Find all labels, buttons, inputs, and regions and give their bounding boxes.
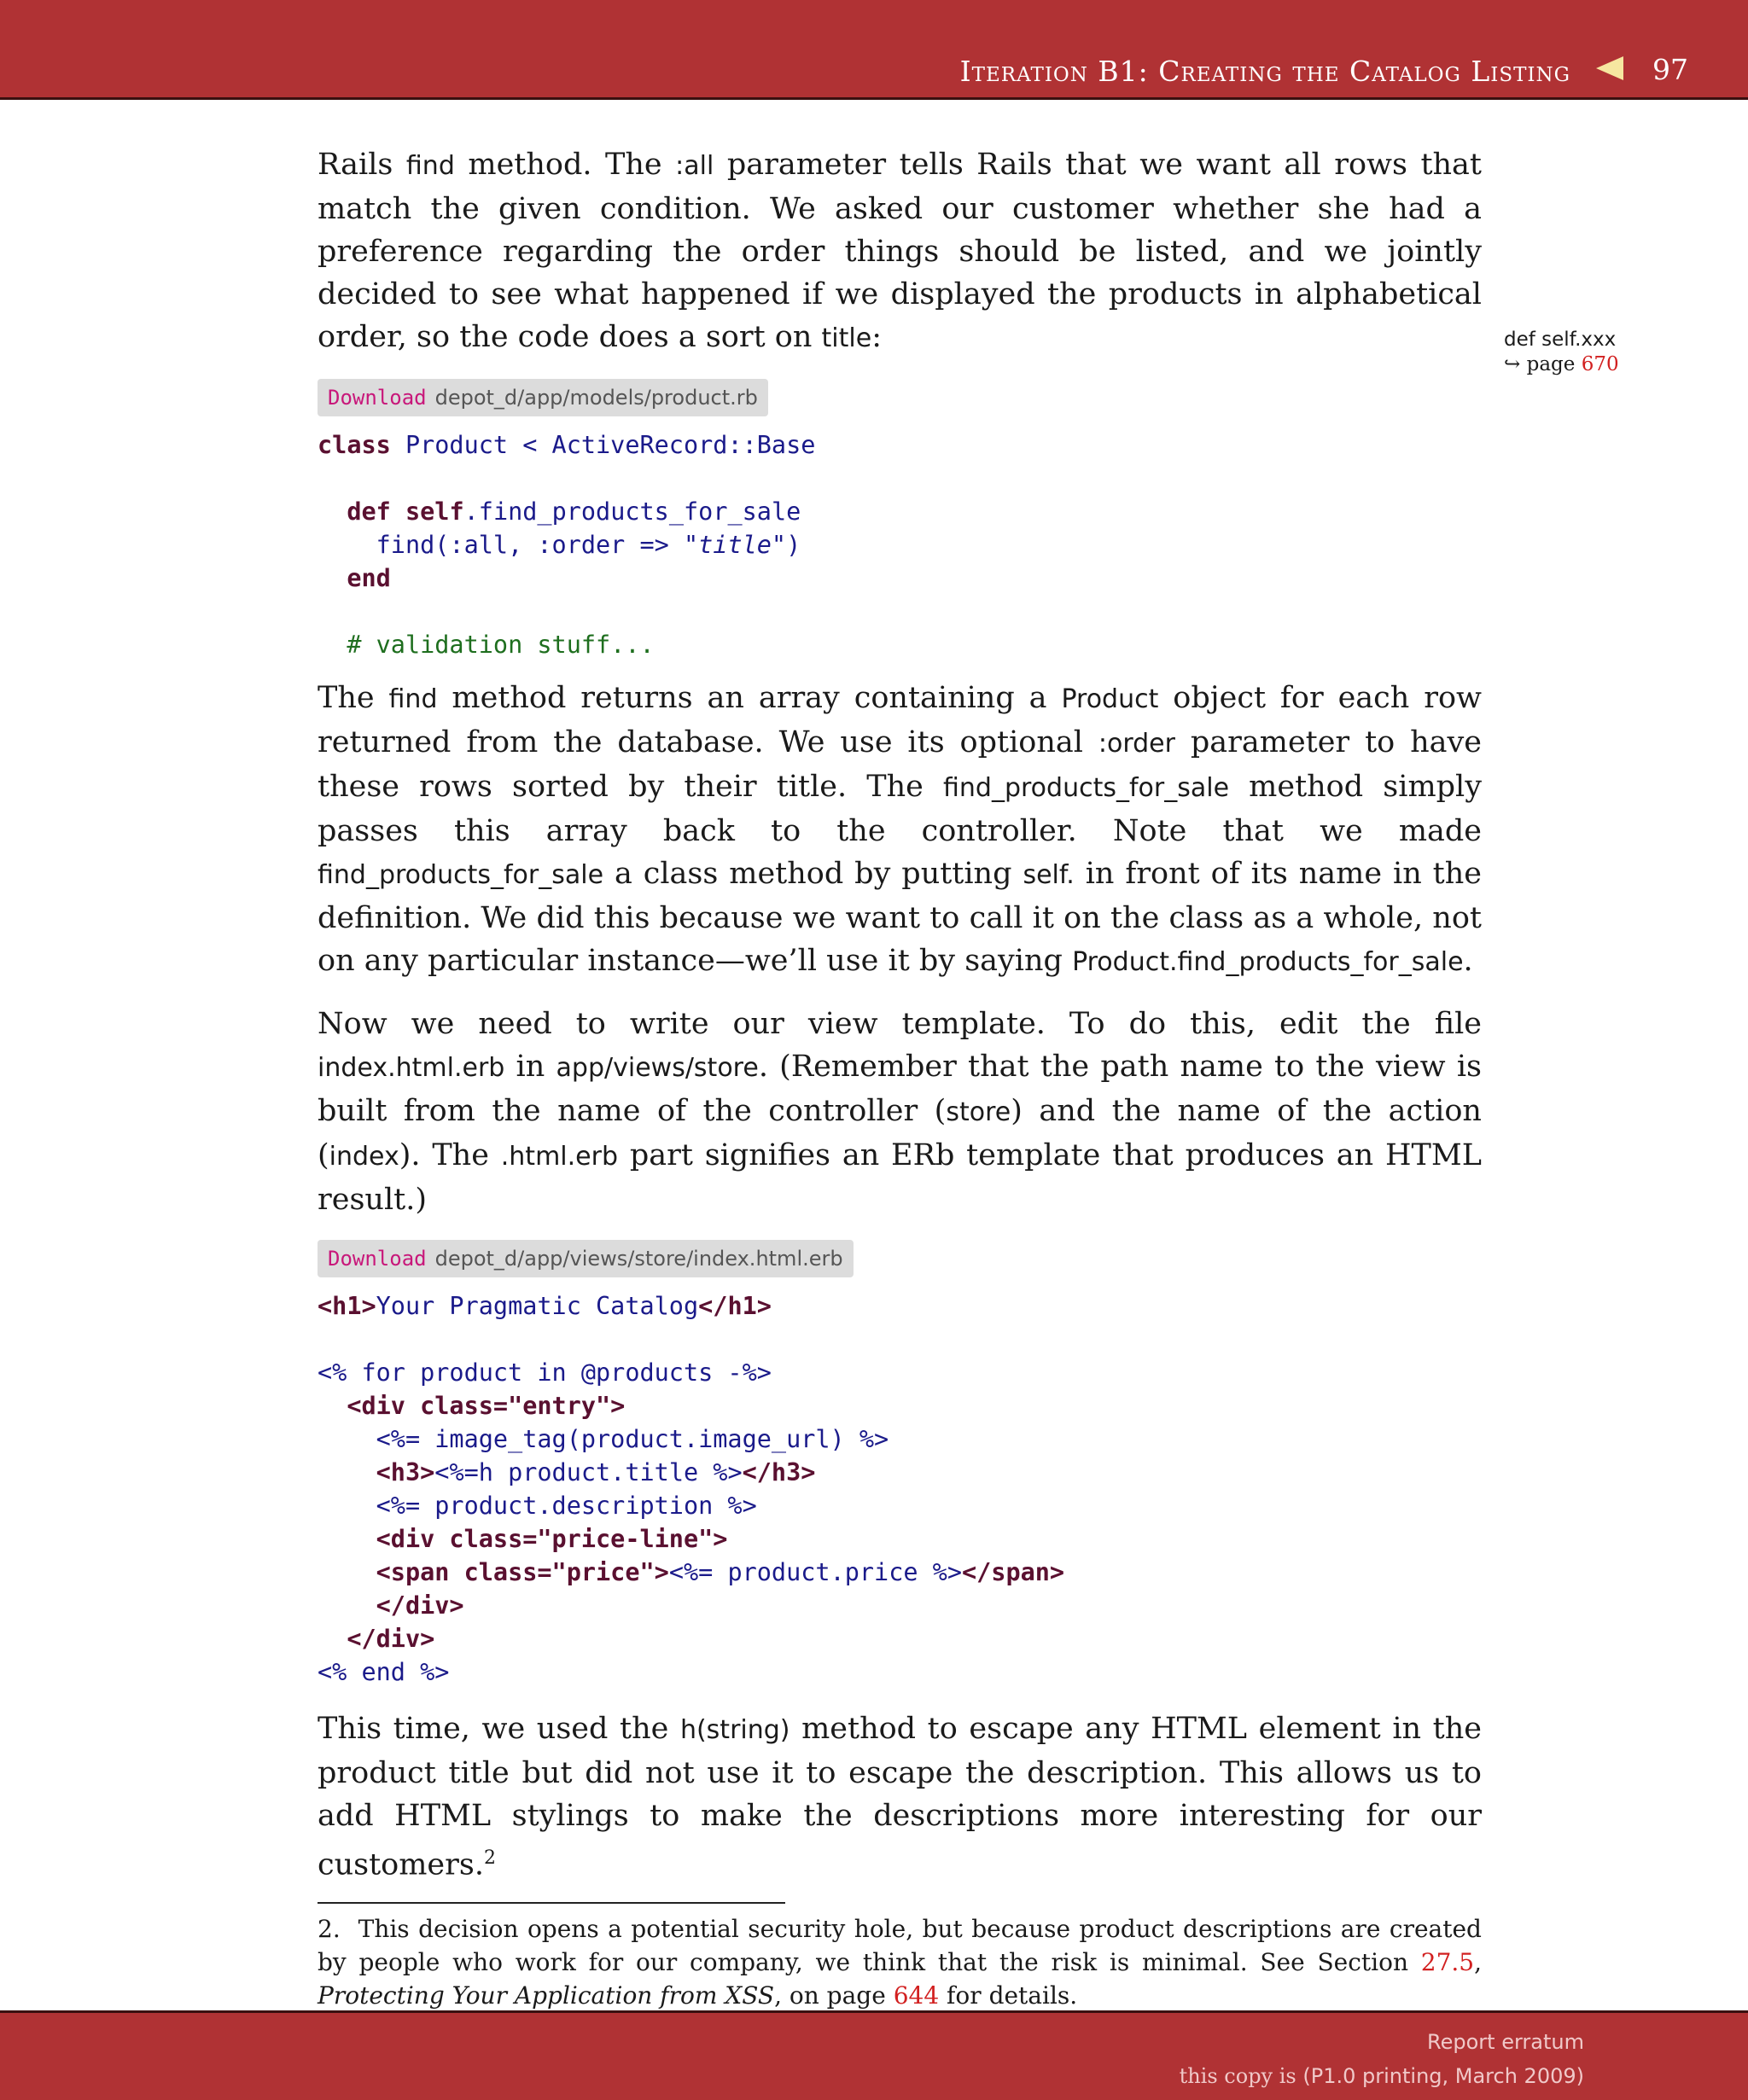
- inline-code: h(string): [679, 1715, 790, 1745]
- page-header: [0, 0, 1748, 100]
- code-line: <%= image_tag(product.image_url) %>: [318, 1425, 889, 1453]
- footnote-rule: [318, 1902, 785, 1904]
- inline-code: index: [329, 1142, 399, 1172]
- code-line: class Product < ActiveRecord::Base: [318, 431, 816, 459]
- code-line: <% end %>: [318, 1658, 450, 1686]
- inline-code: title: [821, 323, 872, 353]
- footnote-marker[interactable]: 2: [483, 1847, 496, 1869]
- margin-note-page-label: page: [1526, 353, 1576, 375]
- code-line: <%= product.description %>: [318, 1492, 757, 1520]
- inline-code: self.: [1023, 860, 1075, 890]
- copy-info: this copy is (P1.0 printing, March 2009): [1179, 2064, 1584, 2088]
- back-arrow-icon[interactable]: [1596, 56, 1623, 80]
- report-erratum-link[interactable]: Report erratum: [1427, 2030, 1584, 2054]
- code-line: <% for product in @products -%>: [318, 1358, 772, 1387]
- inline-code: app/views/store: [556, 1053, 759, 1083]
- code-line: <h3><%=h product.title %></h3>: [376, 1458, 816, 1486]
- inline-code: find: [405, 151, 455, 181]
- inline-code: :order: [1098, 729, 1175, 759]
- download-bar-index-erb[interactable]: [318, 1240, 854, 1277]
- inline-code: find: [388, 684, 438, 714]
- footnote: 2. This decision opens a potential security hole, but because product descriptions are created by people who work for our company, we think that the risk is minimal. See Section 27.5, Protecting Your Application from XSS, on page 644 for details.: [318, 1914, 1482, 2010]
- section-link[interactable]: 27.5: [1420, 1947, 1475, 1976]
- code-block-product-rb: [318, 428, 1482, 661]
- code-line: <span class="price"><%= product.price %></span>: [376, 1558, 1065, 1586]
- code-line: <h1>Your Pragmatic Catalog</h1>: [318, 1292, 772, 1320]
- inline-code: Product.find_products_for_sale: [1072, 947, 1464, 977]
- download-path[interactable]: depot_d/app/views/store/index.html.erb: [434, 1247, 843, 1271]
- inline-code: .html.erb: [500, 1142, 618, 1172]
- margin-note-ref: [1504, 352, 1619, 377]
- code-line: end: [347, 564, 391, 592]
- download-link[interactable]: Download: [328, 1247, 427, 1271]
- inline-code: index.html.erb: [318, 1053, 505, 1083]
- page-footer: [0, 2010, 1748, 2100]
- page-number: 97: [1652, 53, 1688, 86]
- paragraph-1: Rails find method. The :all parameter tells Rails that we want all rows that match the given condition. We asked our customer whether she had a preference regarding the order things should be listed, and we jointly decided to see what happened if we displayed the products in alphabetical order, so the code does a sort on title:: [318, 148, 1482, 354]
- margin-note-text: def self.xxx: [1504, 329, 1617, 351]
- code-line: </div>: [347, 1625, 435, 1653]
- inline-code: Product: [1061, 684, 1159, 714]
- inline-code: find_products_for_sale: [943, 773, 1230, 803]
- inline-code: :all: [675, 151, 714, 181]
- code-line: </div>: [376, 1591, 464, 1620]
- download-bar-product-rb[interactable]: [318, 379, 768, 416]
- paragraph-3: Now we need to write our view template. To do this, edit the file index.html.erb in app/views/store. (Remember that the path name to the view is built from the name of the controller (store) and the name of the action (index). The .html.erb part signifies an ERb template that produces an HTML result.): [318, 1007, 1482, 1217]
- code-line: # validation stuff...: [347, 631, 655, 659]
- main-content: [318, 143, 1482, 2012]
- margin-note-page-link[interactable]: 670: [1581, 353, 1619, 375]
- inline-code: find_products_for_sale: [318, 860, 604, 890]
- code-line: <div class="entry">: [347, 1392, 626, 1420]
- paragraph-2: The find method returns an array containing a Product object for each row returned from the database. We use its optional :order parameter to have these rows sorted by their title. The find_products_for_sale method simply passes this array back to the controller. Note that we made find_products_for_sale a class method by putting self. in front of its name in the definition. We did this because we want to call it on the class as a whole, not on any particular instance—we’ll use it by saying Product.find_products_for_sale.: [318, 681, 1483, 978]
- download-link[interactable]: Download: [328, 386, 427, 410]
- margin-note: [1504, 328, 1619, 377]
- chapter-title: Iteration B1: Creating the Catalog Listing: [959, 55, 1570, 88]
- paragraph-4: This time, we used the h(string) method to escape any HTML element in the product title but did not use it to escape the description. This allows us to add HTML stylings to make the descriptions more interesting for our customers.$^2$: [318, 1712, 1482, 1882]
- code-line: find(:all, :order => "title"): [318, 531, 801, 559]
- inline-code: store: [946, 1097, 1011, 1127]
- code-line: <div class="price-line">: [376, 1525, 728, 1553]
- page-link[interactable]: 644: [893, 1981, 940, 2010]
- hook-arrow-icon: ↪: [1504, 353, 1521, 375]
- download-path[interactable]: depot_d/app/models/product.rb: [434, 386, 758, 410]
- code-line: def self.find_products_for_sale: [347, 497, 801, 526]
- code-block-index-erb: [318, 1289, 1482, 1689]
